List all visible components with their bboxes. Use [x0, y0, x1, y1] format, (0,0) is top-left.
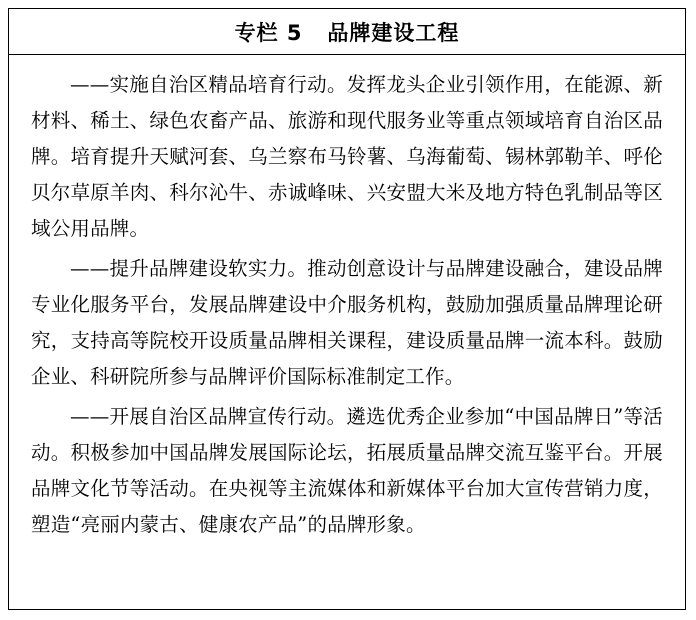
box-body	[9, 55, 685, 543]
paragraph: ——提升品牌建设软实力。推动创意设计与品牌建设融合，建设品牌专业化服务平台，发展品牌建设中介服务机构，鼓励加强质量品牌理论研究，支持高等院校开设质量品牌相关课程，建设质量品牌一流本科。鼓励企业、科研院所参与品牌评价国际标准制定工作。	[31, 257, 663, 388]
paragraph: ——实施自治区精品培育行动。发挥龙头企业引领作用，在能源、新材料、稀土、绿色农畜产品、旅游和现代服务业等重点领域培育自治区品牌。培育提升天赋河套、乌兰察布马铃薯、乌海葡萄、锡林郭勒羊、呼伦贝尔草原羊肉、科尔沁牛、赤诚峰味、兴安盟大米及地方特色乳制品等区域公用品牌。	[31, 73, 663, 240]
paragraph: ——开展自治区品牌宣传行动。遴选优秀企业参加“中国品牌日”等活动。积极参加中国品牌发展国际论坛，拓展质量品牌交流互鉴平台。开展品牌文化节等活动。在央视等主流媒体和新媒体平台加大宣传营销力度，塑造“亮丽内蒙古、健康农产品”的品牌形象。	[31, 405, 663, 536]
feature-box	[8, 8, 686, 610]
box-title: 专栏 5 品牌建设工程	[234, 20, 460, 45]
box-title-row	[9, 9, 685, 55]
